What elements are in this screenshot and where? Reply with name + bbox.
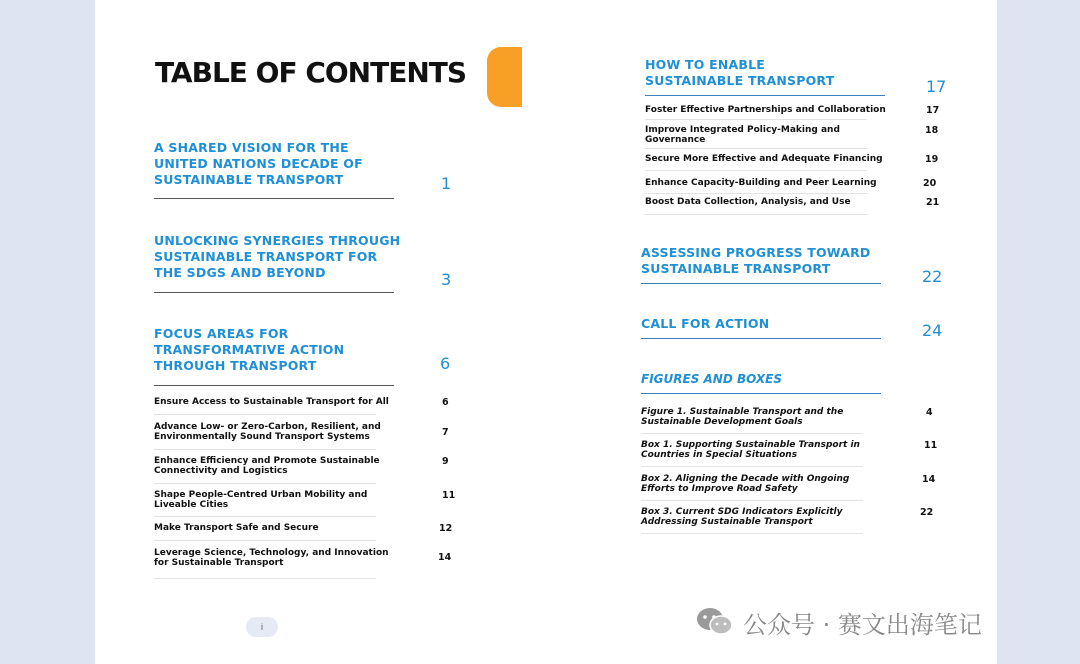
figure-entry-label: [641, 440, 860, 460]
toc-entry-page: 9: [442, 456, 449, 467]
entry-divider: [154, 578, 376, 579]
figure-entry-page: 22: [920, 507, 934, 518]
toc-entry-page: 6: [442, 397, 449, 408]
section-title-line: SUSTAINABLE TRANSPORT: [645, 73, 835, 88]
toc-entry-page: 21: [926, 197, 940, 208]
toc-entry-label: [154, 456, 380, 476]
section-title-line: UNITED NATIONS DECADE OF: [154, 156, 363, 171]
entry-divider: [641, 466, 863, 467]
section-title-line: SUSTAINABLE TRANSPORT: [641, 261, 831, 276]
entry-line: Improve Integrated Policy-Making and: [645, 125, 840, 135]
entry-line: Connectivity and Logistics: [154, 466, 288, 476]
section-title-how-to-enable: [645, 57, 834, 89]
entry-divider: [645, 148, 867, 149]
toc-entry-label: Ensure Access to Sustainable Transport for All: [154, 397, 389, 407]
entry-divider: [641, 433, 863, 434]
entry-line: Governance: [645, 135, 706, 145]
section-title-line: SUSTAINABLE TRANSPORT FOR: [154, 249, 378, 264]
orange-tab-decoration: [487, 47, 522, 107]
section-page-number: 17: [926, 77, 947, 96]
page-number-marker: i: [246, 617, 278, 637]
toc-entry-label: Foster Effective Partnerships and Collaboration: [645, 105, 886, 115]
toc-entry-page: 19: [925, 154, 939, 165]
toc-entry-page: 11: [442, 490, 456, 501]
toc-entry-label: Secure More Effective and Adequate Financing: [645, 154, 883, 164]
toc-entry-page: 14: [438, 552, 452, 563]
toc-entry-page: 20: [923, 178, 937, 189]
section-title-line: HOW TO ENABLE: [645, 57, 766, 72]
section-divider: [154, 385, 394, 386]
toc-entry-label: [154, 422, 381, 442]
section-title-line: THE SDGS AND BEYOND: [154, 265, 326, 280]
entry-line: for Sustainable Transport: [154, 558, 284, 568]
watermark-text: 公众号 · 赛文出海笔记: [743, 610, 982, 639]
entry-line: Enhance Efficiency and Promote Sustainable: [154, 456, 380, 466]
entry-divider: [645, 170, 867, 171]
section-title-focus-areas: [154, 326, 344, 374]
wechat-icon: [695, 606, 735, 638]
toc-entry-label: [645, 125, 840, 145]
section-page-number: 24: [922, 321, 943, 340]
toc-entry-page: 7: [442, 427, 449, 438]
figures-and-boxes-title: FIGURES AND BOXES: [641, 372, 782, 386]
section-page-number: 3: [441, 270, 452, 289]
figure-entry-page: 14: [922, 474, 936, 485]
toc-entry-label: [154, 548, 389, 568]
figure-entry-label: [641, 507, 842, 527]
section-title-assessing-progress: [641, 245, 871, 277]
section-title-line: TRANSFORMATIVE ACTION: [154, 342, 345, 357]
section-title-shared-vision: [154, 140, 363, 188]
figure-entry-label: [641, 474, 849, 494]
entry-divider: [154, 540, 376, 541]
section-title-line: FOCUS AREAS FOR: [154, 326, 289, 341]
entry-divider: [645, 214, 867, 215]
entry-line: Environmentally Sound Transport Systems: [154, 432, 370, 442]
watermark: [695, 604, 982, 640]
entry-line: Box 1. Supporting Sustainable Transport in: [641, 440, 860, 450]
figure-entry-page: 4: [926, 407, 933, 418]
section-page-number: 6: [440, 354, 451, 373]
toc-entry-label: Enhance Capacity-Building and Peer Learning: [645, 178, 877, 188]
section-title-unlocking-synergies: [154, 233, 400, 281]
entry-line: Box 2. Aligning the Decade with Ongoing: [641, 474, 850, 484]
page-title: TABLE OF CONTENTS: [155, 56, 467, 89]
section-title-line: THROUGH TRANSPORT: [154, 358, 317, 373]
section-divider: [154, 198, 394, 199]
toc-entry-label: Boost Data Collection, Analysis, and Use: [645, 197, 851, 207]
section-title-line: UNLOCKING SYNERGIES THROUGH: [154, 233, 401, 248]
entry-line: Countries in Special Situations: [641, 450, 798, 460]
section-page-number: 22: [922, 267, 943, 286]
toc-entry-page: 17: [926, 105, 940, 116]
entry-line: Shape People-Centred Urban Mobility and: [154, 490, 368, 500]
section-divider: [641, 283, 881, 284]
entry-line: Figure 1. Sustainable Transport and the: [641, 407, 844, 417]
section-title-line: CALL FOR ACTION: [641, 316, 770, 331]
document-page: [95, 0, 997, 664]
toc-entry-page: 18: [925, 125, 939, 136]
entry-divider: [645, 193, 867, 194]
entry-divider: [154, 449, 376, 450]
entry-divider: [154, 516, 376, 517]
section-divider: [645, 95, 885, 96]
entry-divider: [641, 500, 863, 501]
toc-entry-label: [154, 490, 367, 510]
entry-divider: [645, 119, 867, 120]
entry-line: Sustainable Development Goals: [641, 417, 803, 427]
section-title-line: SUSTAINABLE TRANSPORT: [154, 172, 344, 187]
section-title-line: ASSESSING PROGRESS TOWARD: [641, 245, 871, 260]
section-divider: [154, 292, 394, 293]
entry-line: Box 3. Current SDG Indicators Explicitly: [641, 507, 843, 517]
entry-line: Addressing Sustainable Transport: [641, 517, 813, 527]
figure-entry-page: 11: [924, 440, 938, 451]
toc-entry-label: Make Transport Safe and Secure: [154, 523, 319, 533]
toc-entry-page: 12: [439, 523, 453, 534]
entry-line: Efforts to Improve Road Safety: [641, 484, 798, 494]
section-divider: [641, 338, 881, 339]
entry-line: Advance Low- or Zero-Carbon, Resilient, and: [154, 422, 381, 432]
entry-divider: [641, 533, 863, 534]
section-title-line: A SHARED VISION FOR THE: [154, 140, 349, 155]
entry-divider: [154, 483, 376, 484]
entry-line: Liveable Cities: [154, 500, 229, 510]
figure-entry-label: [641, 407, 843, 427]
entry-divider: [154, 414, 376, 415]
entry-line: Leverage Science, Technology, and Innovation: [154, 548, 389, 558]
section-page-number: 1: [441, 174, 452, 193]
section-title-call-for-action: [641, 316, 769, 332]
section-divider: [641, 393, 881, 394]
